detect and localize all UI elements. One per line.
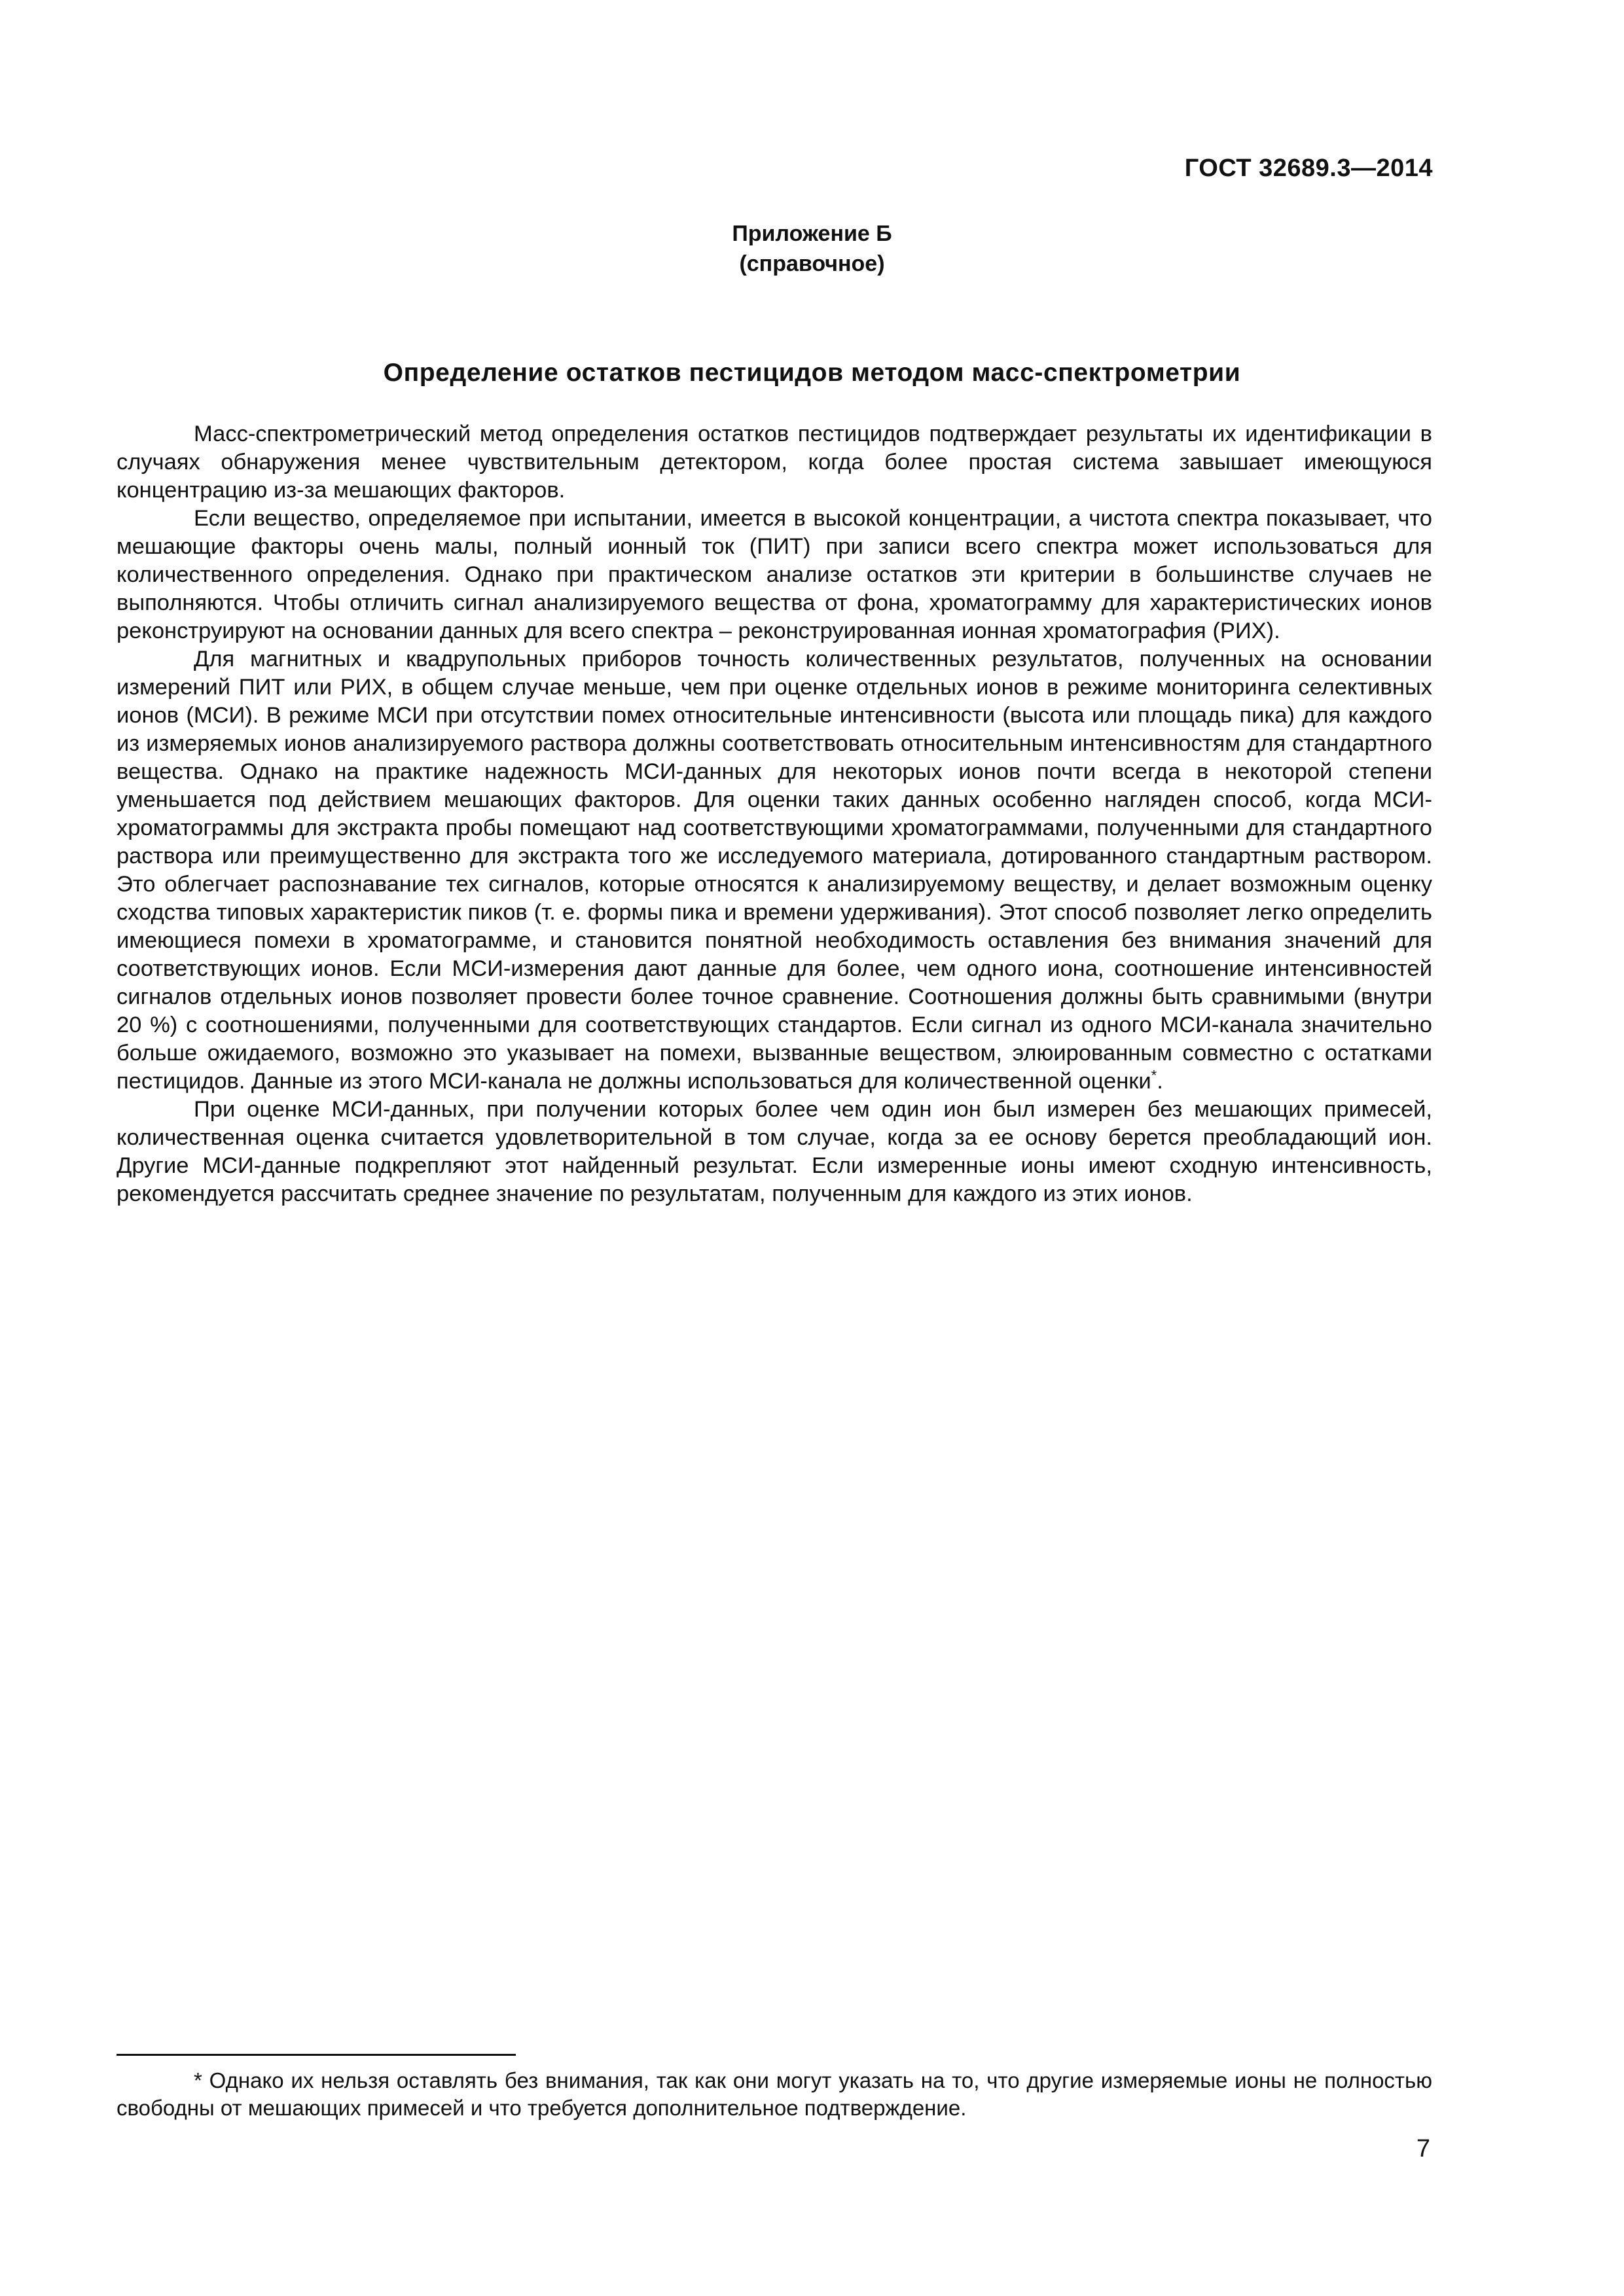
appendix-type: (справочное) (739, 251, 885, 276)
footnote-text: * Однако их нельзя оставлять без внимания, так как они могут указать на то, что другие измеряемые ионы не полностью свободны от мешающих примесей и что требуется дополнительное подтверждение. (117, 2068, 1432, 2120)
appendix-heading (0, 219, 1624, 279)
footnote-marker: * (1151, 1067, 1157, 1084)
footnote (117, 2067, 1432, 2122)
paragraph-1: Масс-спектрометрический метод определения остатков пестицидов подтверждает результаты их идентификации в случаях обнаружения менее чувствительным детектором, когда более простая система завышает имеющуюся концентрацию из-за мешающих факторов. (117, 422, 1432, 503)
page-number: 7 (1416, 2135, 1430, 2162)
appendix-label: Приложение Б (732, 221, 892, 246)
footnote-divider (117, 2054, 516, 2056)
paragraph-2: Если вещество, определяемое при испытании, имеется в высокой концентрации, а чистота спектра показывает, что мешающие факторы очень малы, полный ионный ток (ПИТ) при записи всего спектра может использоваться для количественного определения. Однако при практическом анализе остатков эти критерии в большинстве случаев не выполняются. Чтобы отличить сигнал анализируемого вещества от фона, хроматограмму для характеристических ионов реконструируют на основании данных для всего спектра – реконструированная ионная хроматография (РИХ). (117, 506, 1432, 643)
paragraph-3-text: Для магнитных и квадрупольных приборов точность количественных результатов, полученных на основании измерений ПИТ или РИХ, в общем случае меньше, чем при оценке отдельных ионов в режиме мониторинга селективных ионов (МСИ). В режиме МСИ при отсутствии помех относительные интенсивности (высота или площадь пика) для каждого из измеряемых ионов анализируемого раствора должны соответствовать относительным интенсивностям для стандартного вещества. Однако на практике надежность МСИ-данных для некоторых ионов почти всегда в некоторой степени уменьшается под действием мешающих факторов. Для оценки таких данных особенно нагляден способ, когда МСИ-хроматограммы для экстракта пробы помещают над соответствующими хроматограммами, полученными для стандартного раствора или преимущественно для экстракта того же исследуемого материала, дотированного стандартным раствором. Это облегчает распознавание тех сигналов, которые относятся к анализируемому веществу, и делает возможным оценку сходства типовых характеристик пиков (т. е. формы пика и времени удерживания). Этот способ позволяет легко определить имеющиеся помехи в хроматограмме, и становится понятной необходимость оставления без внимания значений для соответствующих ионов. Если МСИ-измерения дают данные для более, чем одного иона, соотношение интенсивностей сигналов отдельных ионов позволяет провести более точное сравнение. Соотношения должны быть сравнимыми (внутри 20 %) с соотношениями, полученными для соответствующих стандартов. Если сигнал из одного МСИ-канала значительно больше ожидаемого, возможно это указывает на помехи, вызванные веществом, элюированным совместно с остатками пестицидов. Данные из этого МСИ-канала не должны использоваться для количественной оценки (117, 647, 1432, 1094)
paragraph-3-end: . (1157, 1069, 1163, 1094)
body-text (117, 420, 1432, 1208)
document-code: ГОСТ 32689.3—2014 (1184, 154, 1433, 182)
page-title: Определение остатков пестицидов методом масс-спектрометрии (383, 359, 1241, 387)
paragraph-3 (117, 645, 1432, 1096)
paragraph-4: При оценке МСИ-данных, при получении которых более чем один ион был измерен без мешающих примесей, количественная оценка считается удовлетворительной в том случае, когда за ее основу берется преобладающий ион. Другие МСИ-данные подкрепляют этот найденный результат. Если измеренные ионы имеют сходную интенсивность, рекомендуется рассчитать среднее значение по результатам, полученным для каждого из этих ионов. (117, 1097, 1432, 1206)
